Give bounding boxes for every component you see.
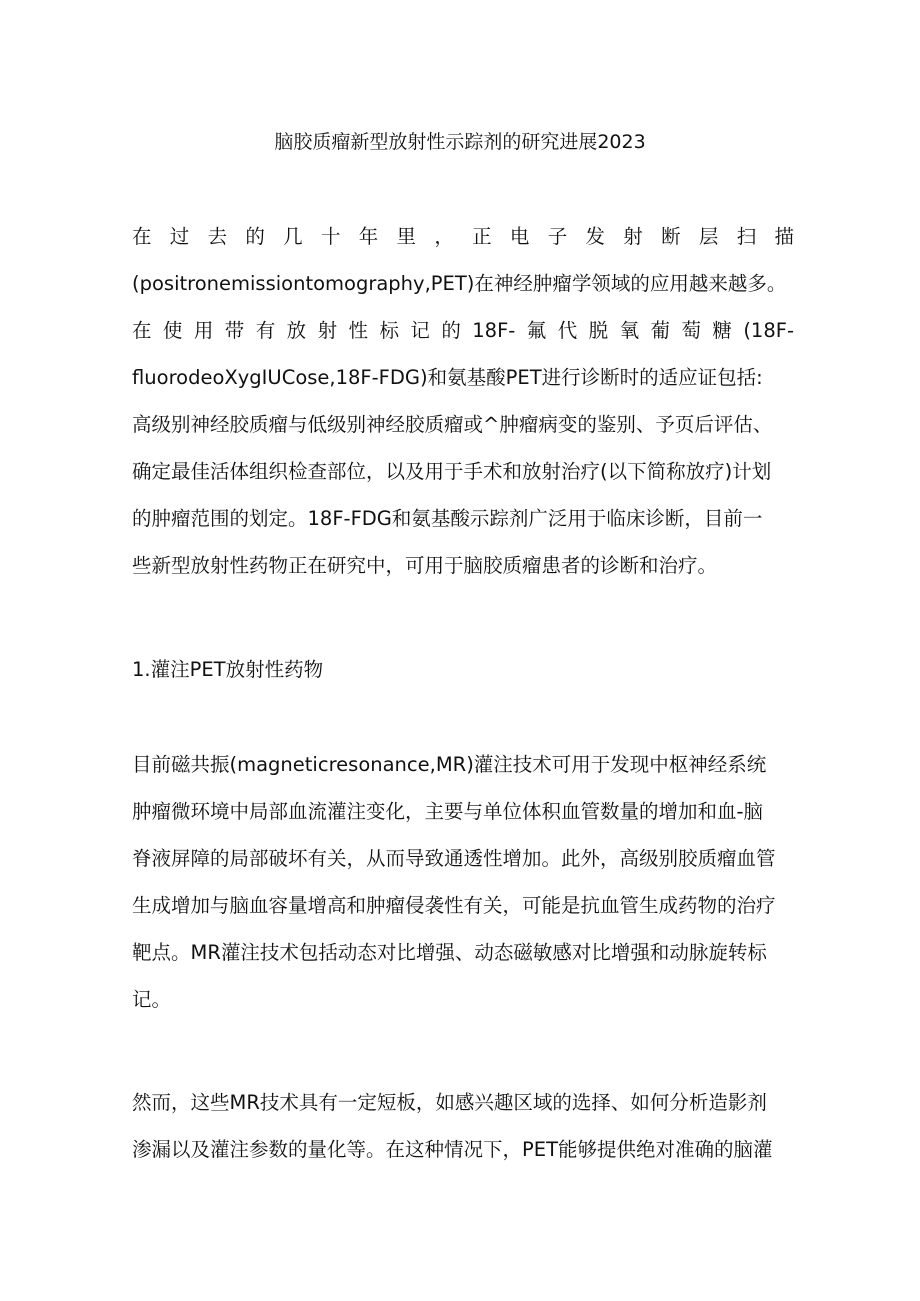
paragraph-line: 肿瘤微环境中局部血流灌注变化，主要与单位体积血管数量的增加和血-脑: [132, 800, 764, 823]
paragraph-line: 在过去的几十年里，正电子发射断层扫描: [132, 225, 794, 248]
paragraph-limitations: [132, 1079, 794, 1173]
paragraph-perfusion: [132, 741, 794, 1023]
paragraph-line: 靶点。MR灌注技术包括动态对比增强、动态磁敏感对比增强和动脉旋转标: [132, 941, 767, 964]
document-title: 脑胶质瘤新型放射性示踪剂的研究进展2023: [274, 131, 646, 153]
paragraph-intro: [132, 213, 794, 589]
paragraph-line: 渗漏以及灌注参数的量化等。在这种情况下，PET能够提供绝对准确的脑灌: [132, 1138, 773, 1161]
section-heading-text: 1.灌注PET放射性药物: [132, 658, 324, 681]
paragraph-line: 然而，这些MR技术具有一定短板，如感兴趣区域的选择、如何分析造影剂: [132, 1091, 767, 1114]
section-heading: [132, 646, 794, 693]
paragraph-line: 生成增加与脑血容量增高和肿瘤侵袭性有关，可能是抗血管生成药物的治疗: [132, 894, 776, 917]
paragraph-line: 目前磁共振(magneticresonance,MR)灌注技术可用于发现中枢神经系统: [132, 753, 767, 776]
paragraph-line: 些新型放射性药物正在研究中，可用于脑胶质瘤患者的诊断和治疗。: [132, 554, 718, 577]
paragraph-line: (positronemissiontomography,PET)在神经肿瘤学领域的应用越来越多。: [132, 272, 787, 295]
paragraph-line: 记。: [132, 988, 172, 1011]
paragraph-line: 确定最佳活体组织检查部位，以及用于手术和放射治疗(以下简称放疗)计划: [132, 460, 772, 483]
paragraph-line: 的肿瘤范围的划定。18F-FDG和氨基酸示踪剂广泛用于临床诊断，目前一: [132, 507, 763, 530]
paragraph-line: fluorodeoXygIUCose,18F-FDG)和氨基酸PET进行诊断时的适应证包括:: [132, 366, 763, 389]
paragraph-line: 高级别神经胶质瘤与低级别神经胶质瘤或^肿瘤病变的鉴别、予页后评估、: [132, 413, 773, 436]
paragraph-line: 脊液屏障的局部破坏有关，从而导致通透性增加。此外，高级别胶质瘤血管: [132, 847, 776, 870]
paragraph-line: 在使用带有放射性标记的18F-氟代脱氧葡萄糖(18F-: [132, 319, 794, 342]
